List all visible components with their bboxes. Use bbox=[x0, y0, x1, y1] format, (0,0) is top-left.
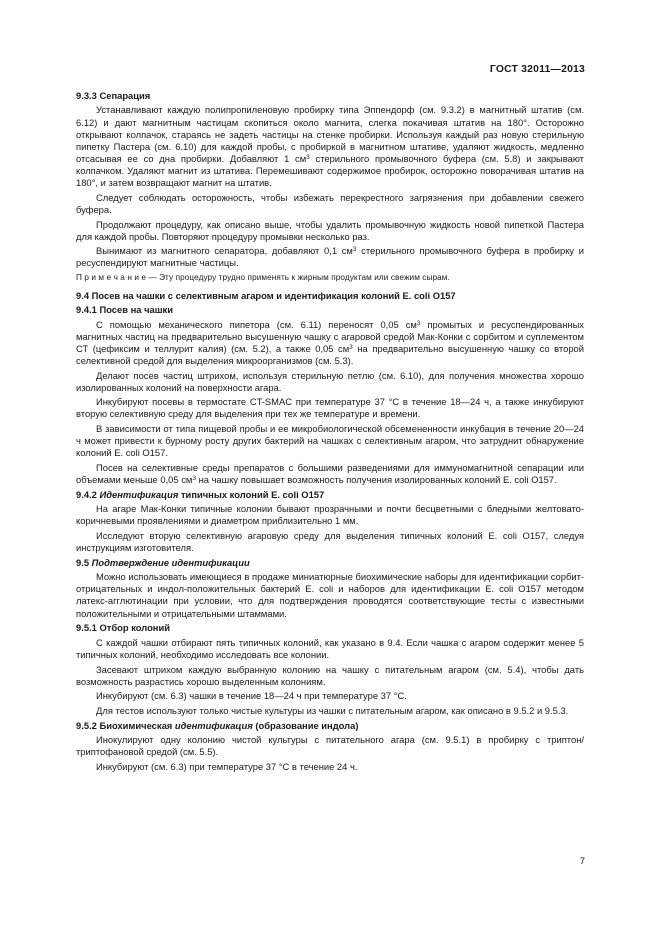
paragraph: Посев на селективные среды препаратов с большими разведениями для иммуномагнитной сепарации или объемами меньше 0,05 $см^3$ на чашку повышает возможность получения изолированных колоний E. coli O157. bbox=[76, 461, 584, 486]
paragraph: Для тестов используют только чистые культуры из чашки с питательным агаром, как описано в 9.5.2 и 9.5.3. bbox=[96, 704, 569, 716]
document-body bbox=[76, 90, 584, 776]
paragraph: С каждой чашки отбирают пять типичных колоний, как указано в 9.4. Если чашка с агаром содержит менее 5 типичных колоний, необходимо исследовать все колонии. bbox=[76, 636, 584, 660]
paragraph: Инкубируют (см. 6.3) чашки в течение 18—24 ч при температуре 37 °С. bbox=[96, 690, 407, 702]
paragraph: Вынимают из магнитного сепаратора, добавляют 0,1 $см^3$ стерильного промывочного буфера в пробирку и ресуспендируют магнитные частицы. bbox=[76, 245, 585, 269]
paragraph: Продолжают процедуру, как описано выше, чтобы удалить промывочную жидкость новой пипеткой Пастера для каждой пробы. Повторяют процедуру промывки несколько раз. bbox=[76, 218, 584, 242]
section-heading: 9.4 Посев на чашки с селективным агаром и идентификация колоний E. coli O157 bbox=[76, 289, 456, 301]
paragraph: На агаре Мак-Конки типичные колонии бывают прозрачными и почти бесцветными с бледными желтовато-коричневыми проявлениями и диаметром приблизительно 1 мм. bbox=[76, 503, 584, 527]
paragraph: Делают посев частиц штрихом, используя стерильную петлю (см. 6.10), для получения множества хорошо изолированных колоний на поверхности агара. bbox=[76, 369, 584, 393]
paragraph: Можно использовать имеющиеся в продаже миниатюрные биохимические наборы для идентификации сорбит-отрицательных и индол-положительных бактерий E. coli и наборов для идентификации E. coli O157 методом латекс-агглютинации при условии, что для подтверждения проводятся соответствующие тесты с известными положительными и отрицательными штаммами. bbox=[76, 571, 584, 619]
section-heading: 9.5.1 Отбор колоний bbox=[76, 622, 170, 634]
paragraph: Инкубируют посевы в термостате CT-SMAC при температуре 37 °С в течение 18—24 ч, а также инкубируют вторую селективную среду для выделения при тех же температуре и времени. bbox=[76, 396, 584, 420]
paragraph: Засевают штрихом каждую выбранную колонию на чашку с питательным агаром (см. 5.4), чтобы дать возможность разрастись хорошо выделенным колониям. bbox=[76, 663, 584, 687]
section-heading: 9.5 Подтверждение идентификации bbox=[76, 556, 250, 568]
section-heading: 9.4.2 Идентификация типичных колоний E. coli O157 bbox=[76, 488, 325, 500]
paragraph: Устанавливают каждую полипропиленовую пробирку типа Эппендорф (см. 9.3.2) в магнитный штатив (см. 6.12) и дают магнитным частицам скопиться около магнита, слегка покачивая штатив на 180°. Осторожно открывают колпачок, стараясь не задеть частицы на стенке пробирки. Используя каждый раз новую стерильную пипетку Пастера (см. 6.10) для каждой пробы, с пробиркой в магнитном штативе, удаляют жидкость, медленно отсасывая ее со дна пробирки. Добавляют 1 $см^3$ стерильного промывочного буфера (см. 5.8) и закрывают колпачком. Удаляют магнит из штатива. Перемешивают содержимое пробирок, осторожно поворачивая штатив на 180°, и затем возвращают магнит на штатив. bbox=[76, 104, 584, 189]
paragraph: В зависимости от типа пищевой пробы и ее микробиологической обсемененности инкубация в течение 20—24 ч может привести к бурному росту других бактерий на чашках с селективным агаром, что затруднит обнаружение колоний E. coli O157. bbox=[76, 423, 584, 459]
section-heading: 9.4.1 Посев на чашки bbox=[76, 304, 173, 316]
note: П р и м е ч а н и е — Эту процедуру трудно применять к жирным продуктам или свежим сырам. bbox=[76, 273, 450, 283]
section-heading: 9.3.3 Сепарация bbox=[76, 90, 151, 101]
paragraph: Следует соблюдать осторожность, чтобы избежать перекрестного загрязнения при добавлении свежего буфера. bbox=[76, 191, 584, 215]
page-number: 7 bbox=[579, 856, 585, 867]
section-heading: 9.5.2 Биохимическая идентификация (образование индола) bbox=[76, 719, 359, 731]
paragraph: Инокулируют одну колонию чистой культуры с питательного агара (см. 9.5.1) в пробирку с триптон/триптофановой средой (см. 5.5). bbox=[76, 734, 584, 758]
standard-header: ГОСТ 32011—2013 bbox=[489, 64, 585, 75]
paragraph: Исследуют вторую селективную агаровую среду для выделения типичных колоний E. coli O157, следуя инструкциям изготовителя. bbox=[76, 530, 584, 554]
paragraph: Инкубируют (см. 6.3) при температуре 37 °С в течение 24 ч. bbox=[96, 760, 358, 772]
paragraph: С помощью механического пипетора (см. 6.11) переносят 0,05 $см^3$ промытых и ресуспендированных магнитных частиц на предварительно высушенную чашку с агаровой средой Мак-Конки с сорбитом и суплементом СТ (цефиксим и теллурит калия) (см. 5.2), а также 0,05 $см^3$ на предварительно высушенную чашку со второй селективной средой для выделения микроорганизмов (см. 5.3). bbox=[76, 318, 584, 366]
